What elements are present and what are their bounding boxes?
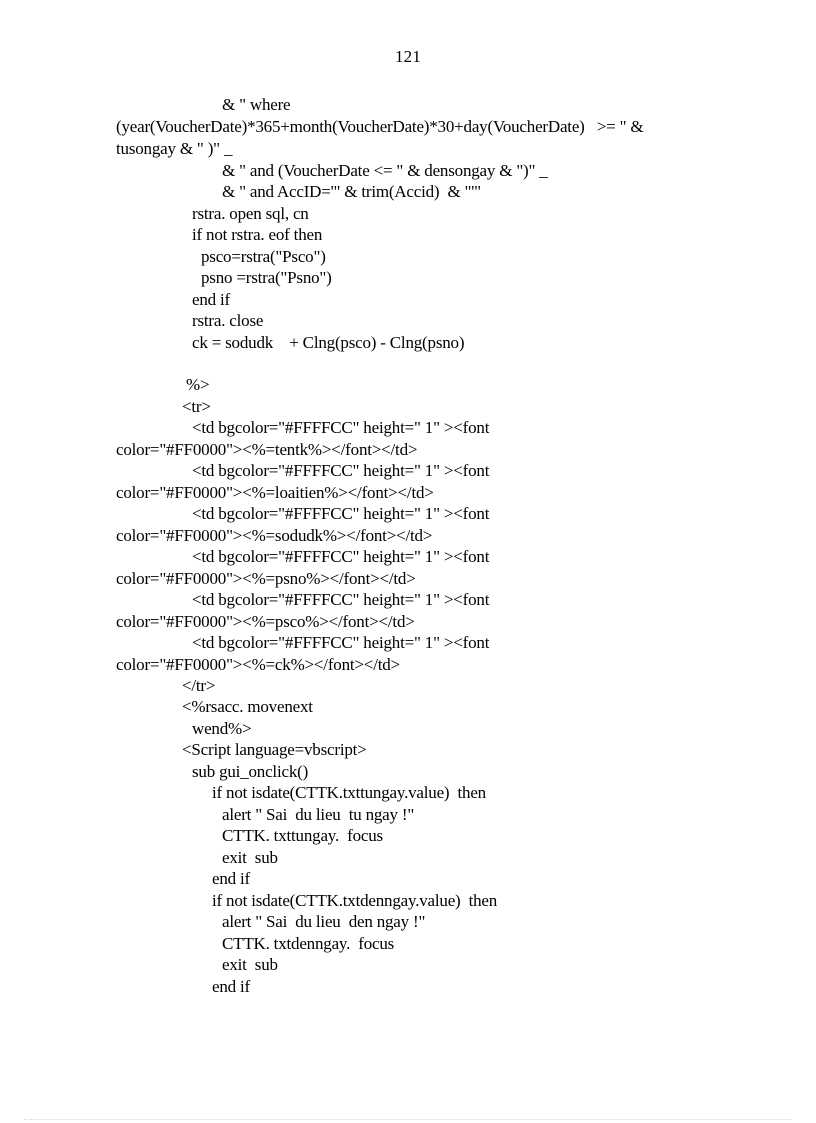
- code-line: </tr>: [182, 676, 216, 695]
- code-line: <tr>: [182, 397, 211, 416]
- code-line: rstra. close: [192, 311, 264, 330]
- code-line: & " and (VoucherDate <= " & densongay & ")" _: [222, 161, 548, 180]
- code-line: end if: [192, 290, 230, 309]
- code-line: <td bgcolor="#FFFFCC" height=" 1" ><font: [192, 547, 490, 566]
- code-line: if not rstra. eof then: [192, 225, 323, 244]
- code-line: color="#FF0000"><%=psco%></font></td>: [116, 612, 415, 631]
- code-line: exit sub: [222, 955, 278, 974]
- code-line: psco=rstra("Psco"): [201, 247, 326, 266]
- page-bottom-divider: [24, 1119, 792, 1120]
- code-line: & " where: [222, 95, 291, 114]
- code-line: <%rsacc. movenext: [182, 697, 313, 716]
- code-line: end if: [212, 977, 250, 996]
- code-line: %>: [186, 375, 210, 394]
- code-line: wend%>: [192, 719, 252, 738]
- code-line: alert " Sai du lieu tu ngay !": [222, 805, 415, 824]
- code-line: alert " Sai du lieu den ngay !": [222, 912, 426, 931]
- code-line: & " and AccID='" & trim(Accid) & "'": [222, 182, 481, 201]
- code-line: psno =rstra("Psno"): [201, 268, 332, 287]
- code-line: ck = sodudk + Clng(psco) - Clng(psno): [192, 333, 465, 352]
- code-line: if not isdate(CTTK.txttungay.value) then: [212, 783, 486, 802]
- code-line: (year(VoucherDate)*365+month(VoucherDate)*30+day(VoucherDate) >= " &: [116, 117, 644, 136]
- code-line: <td bgcolor="#FFFFCC" height=" 1" ><font: [192, 590, 490, 609]
- code-line: tusongay & " )" _: [116, 139, 233, 158]
- code-line: <td bgcolor="#FFFFCC" height=" 1" ><font: [192, 633, 490, 652]
- code-line: rstra. open sql, cn: [192, 204, 309, 223]
- code-line: color="#FF0000"><%=psno%></font></td>: [116, 569, 416, 588]
- code-line: <td bgcolor="#FFFFCC" height=" 1" ><font: [192, 504, 490, 523]
- code-line: color="#FF0000"><%=loaitien%></font></td>: [116, 483, 434, 502]
- code-line: color="#FF0000"><%=tentk%></font></td>: [116, 440, 418, 459]
- code-line: <td bgcolor="#FFFFCC" height=" 1" ><font: [192, 461, 490, 480]
- code-line: if not isdate(CTTK.txtdenngay.value) then: [212, 891, 498, 910]
- code-line: CTTK. txttungay. focus: [222, 826, 383, 845]
- code-line: <td bgcolor="#FFFFCC" height=" 1" ><font: [192, 418, 490, 437]
- code-line: color="#FF0000"><%=ck%></font></td>: [116, 655, 400, 674]
- code-line: end if: [212, 869, 250, 888]
- code-line: color="#FF0000"><%=sodudk%></font></td>: [116, 526, 433, 545]
- code-line: CTTK. txtdenngay. focus: [222, 934, 395, 953]
- code-line: sub gui_onclick(): [192, 762, 309, 781]
- code-line: exit sub: [222, 848, 278, 867]
- code-line: <Script language=vbscript>: [182, 740, 367, 759]
- page-number: 121: [394, 47, 422, 66]
